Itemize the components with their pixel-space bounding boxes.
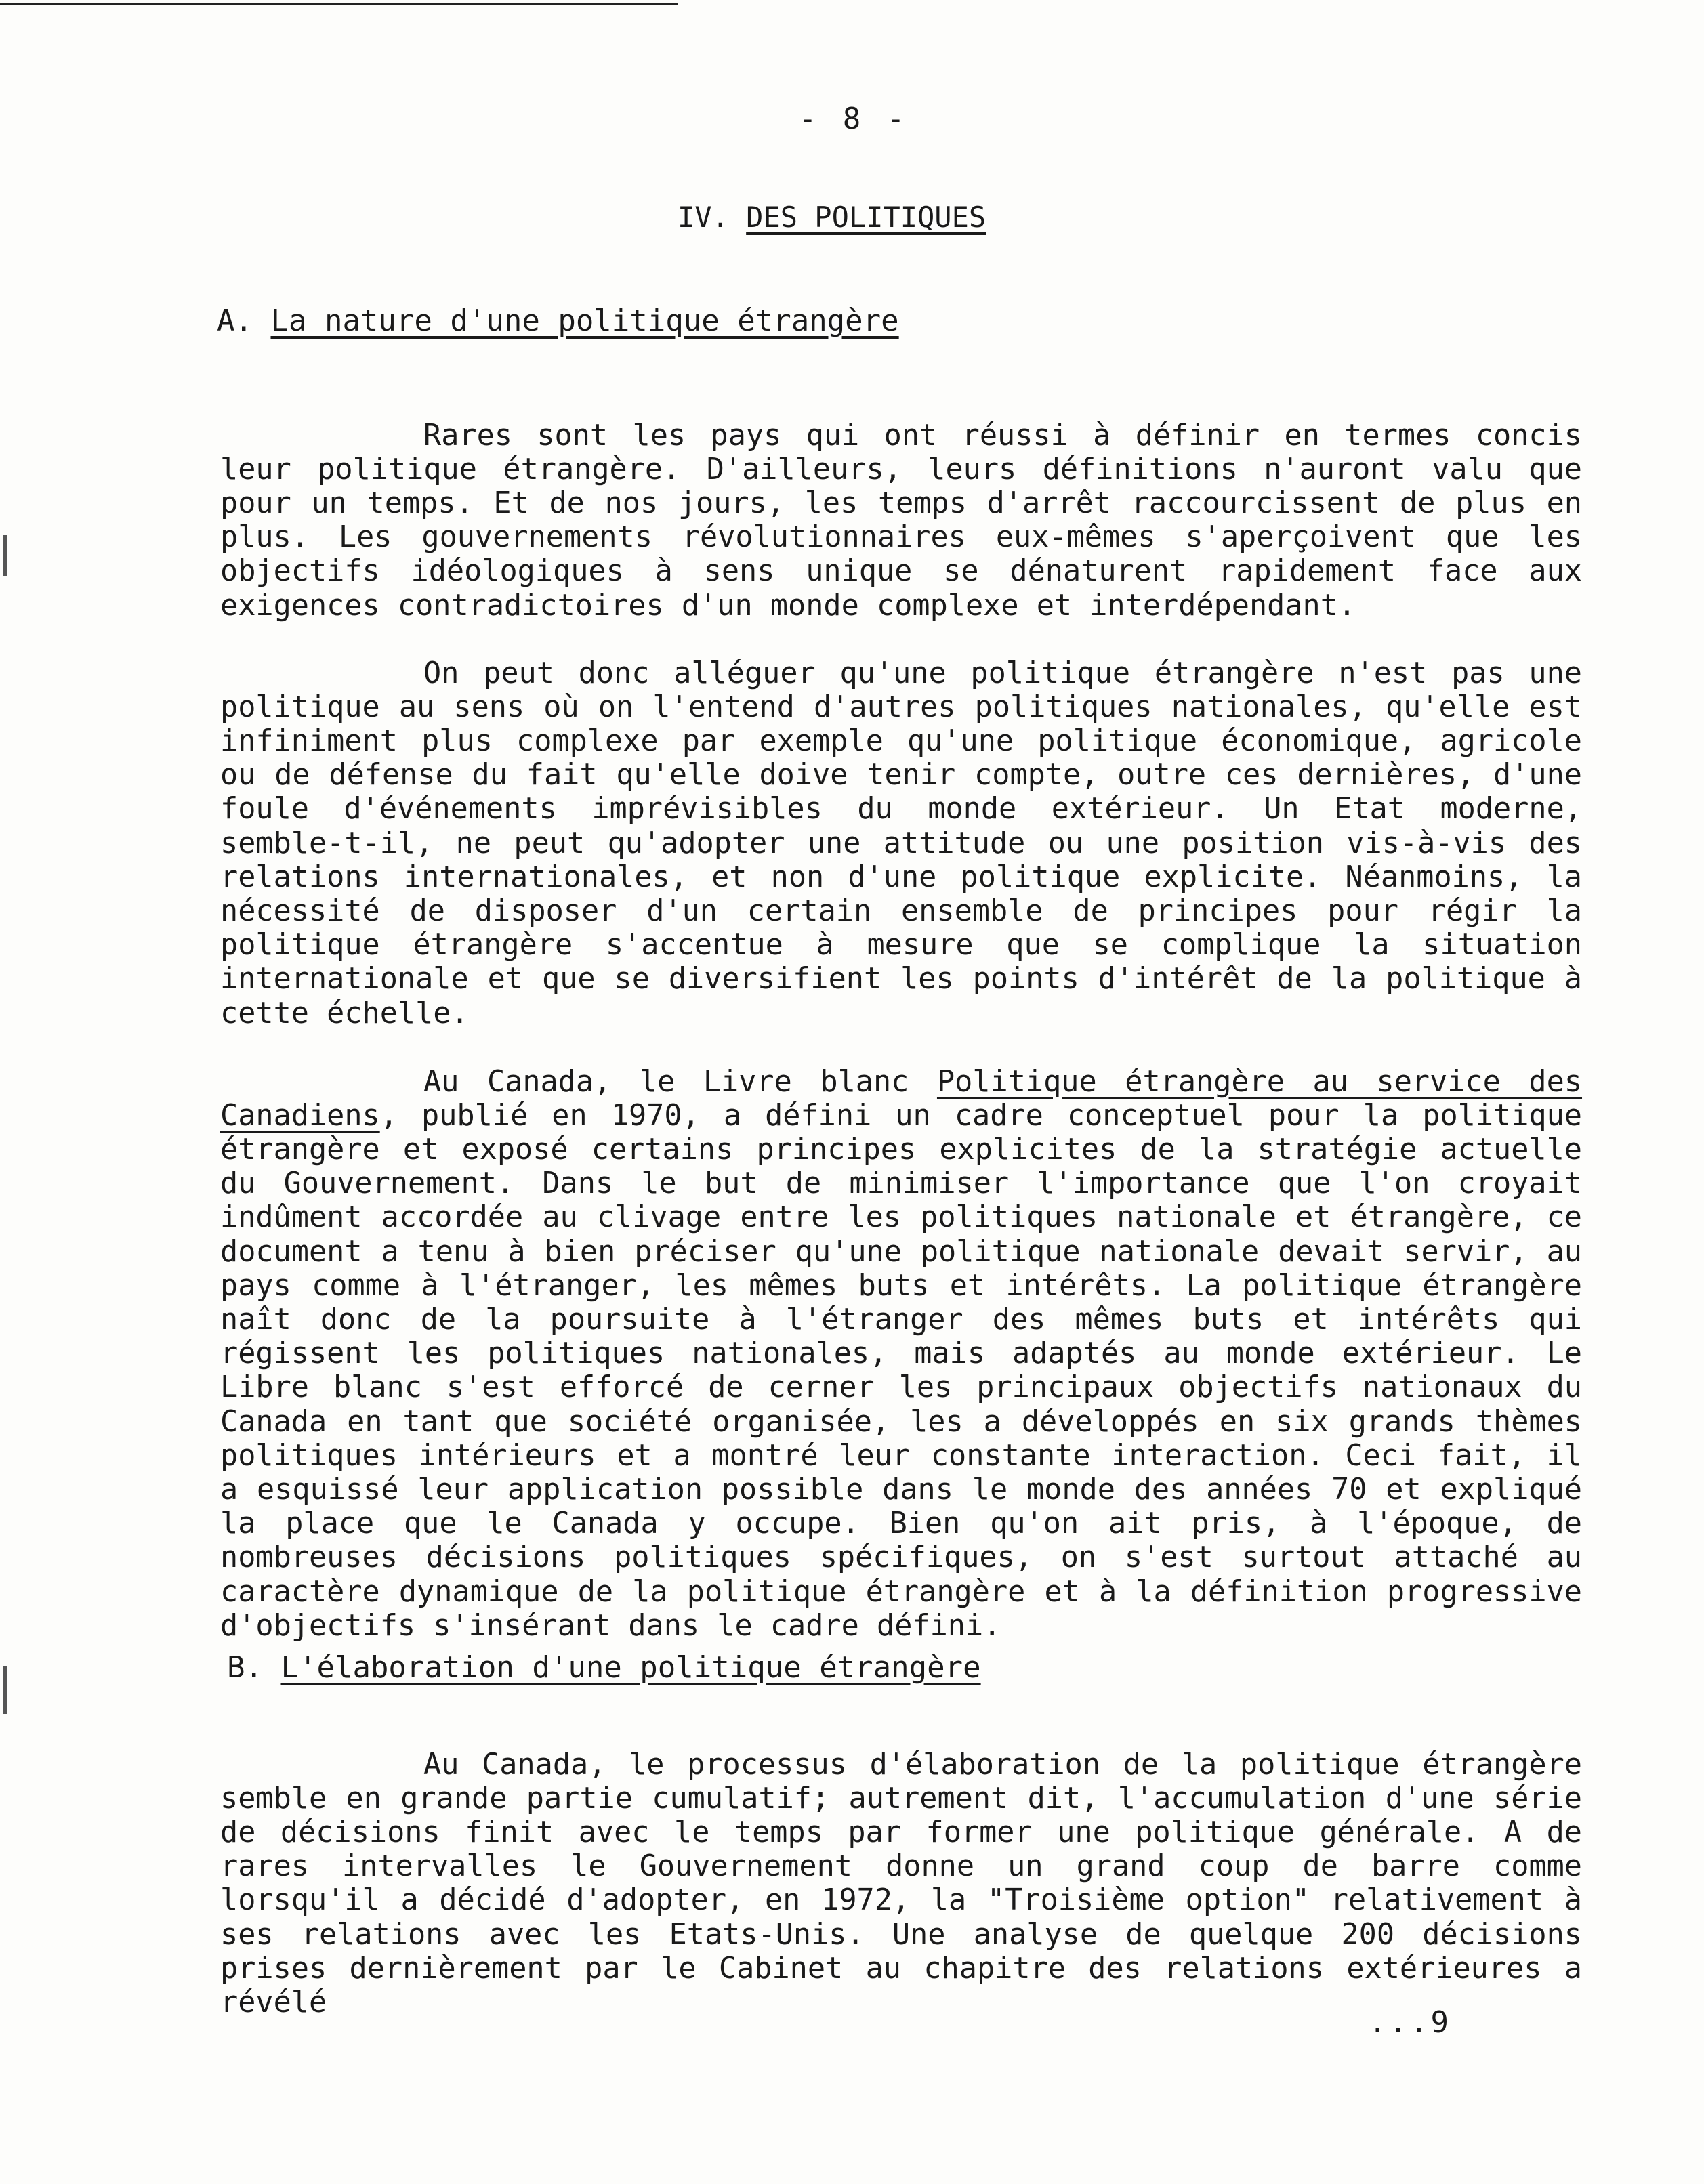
paragraph-body: , publié en 1970, a défini un cadre conceptuel pour la politique étrangère et exposé certains principes explicites de la stratégie actuelle du Gouvernement. Dans le but de minimiser l'importance que l'on croyait indûment accordée au clivage entre les politiques nationale et étrangère, ce document a tenu à bien préciser qu'une politique nationale devait servir, au pays comme à l'étranger, les mêmes buts et intérêts. La politique étrangère naît donc de la poursuite à l'étranger des mêmes buts et intérêts qui régissent les politiques nationales, mais adaptés au monde extérieur. Le Libre blanc s'est efforcé de cerner les principaux objectifs nationaux du Canada en tant que société organisée, les a développés en six grands thèmes politiques intérieurs et a montré leur constante interaction. Ceci fait, il a esquissé leur application possible dans le monde des années 70 et expliqué la place que le Canada y occupe. Bien qu'on ait pris, à l'époque, de nombreuses décisions politiques spécifiques, on s'est surtout attaché au caractère dynamique de la politique étrangère et à la définition progressive d'objectifs s'insérant dans le cadre défini. — [220, 1098, 1582, 1643]
top-edge-rule — [0, 3, 678, 5]
section-letter: B. — [227, 1650, 281, 1685]
page-number: - 8 - — [798, 102, 909, 136]
section-letter: A. — [217, 303, 271, 338]
paragraph: Rares sont les pays qui ont réussi à définir en termes concis leur politique étrangère. D'ailleurs, leurs définitions n'auront valu que pour un temps. Et de nos jours, les temps d'arrêt raccourcissent de plus en plus. Les gouvernements révolutionnaires eux-mêmes s'aperçoivent que les objectifs idéologiques à sens unique se dénaturent rapidement face aux exigences contradictoires d'un monde complexe et interdépendant. — [220, 418, 1582, 623]
continuation-marker: ...9 — [1369, 2005, 1451, 2040]
paragraph — [220, 1065, 1582, 1643]
margin-mark — [3, 535, 7, 576]
chapter-title-text: DES POLITIQUES — [746, 201, 986, 234]
paragraph: On peut donc alléguer qu'une politique étrangère n'est pas une politique au sens où on l'entend d'autres politiques nationales, qu'elle est infiniment plus complexe par exemple qu'une politique économique, agricole ou de défense du fait qu'elle doive tenir compte, outre ces dernières, d'une foule d'événements imprévisibles du monde extérieur. Un Etat moderne, semble-t-il, ne peut qu'adopter une attitude ou une position vis-à-vis des relations internationales, et non d'une politique explicite. Néanmoins, la nécessité de disposer d'un certain ensemble de principes pour régir la politique étrangère s'accentue à mesure que se complique la situation internationale et que se diversifient les points d'intérêt de la politique à cette échelle. — [220, 656, 1582, 1030]
chapter-title — [678, 201, 986, 234]
section-heading-b — [227, 1650, 981, 1685]
paragraph-intro: Au Canada, le Livre blanc — [423, 1064, 937, 1099]
section-heading-a — [217, 303, 899, 338]
section-title: La nature d'une politique étrangère — [270, 303, 899, 338]
section-title: L'élaboration d'une politique étrangère — [280, 1650, 981, 1685]
margin-mark — [3, 1666, 7, 1714]
chapter-title-prefix: IV. — [678, 201, 747, 234]
white-paper-title: Politique étrangère au service des Canadiens — [220, 1064, 1583, 1133]
paragraph: Au Canada, le processus d'élaboration de la politique étrangère semble en grande partie cumulatif; autrement dit, l'accumulation d'une série de décisions finit avec le temps par former une politique générale. A de rares intervalles le Gouvernement donne un grand coup de barre comme lorsqu'il a décidé d'adopter, en 1972, la "Troisième option" relativement à ses relations avec les Etats-Unis. Une analyse de quelque 200 décisions prises dernièrement par le Cabinet au chapitre des relations extérieures a révélé — [220, 1747, 1582, 2019]
